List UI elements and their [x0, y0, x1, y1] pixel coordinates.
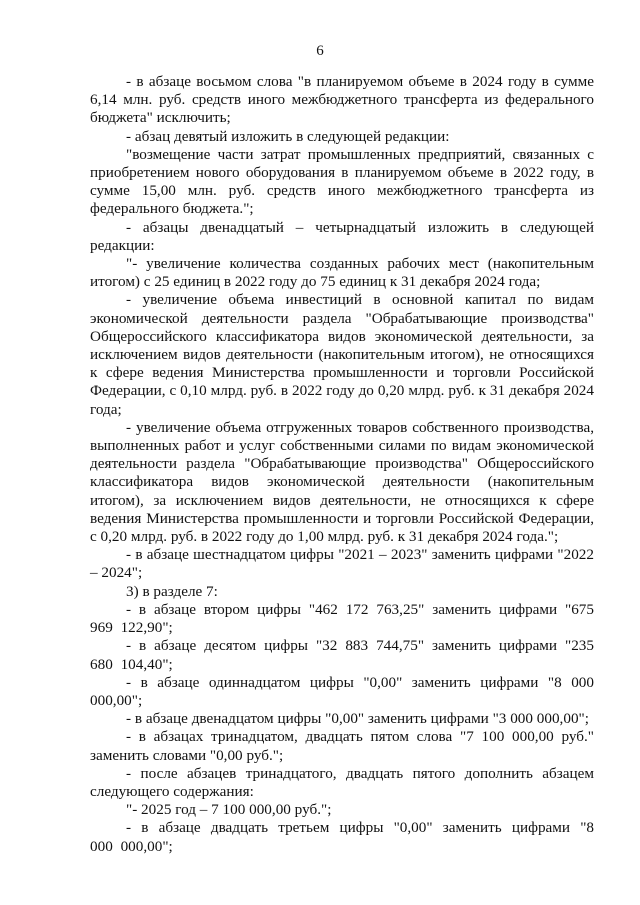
paragraph-shipped-goods: - увеличение объема отгруженных товаров собственного производства, выполненных работ и услуг собственными силами по видам экономической деятельности раздела "Обрабатывающие производства" Общероссийского классификатора видов экономической деятельности (накопительным итогом), за исключением видов деятельности, не относящихся к сфере ведения Министерства промышленности и торговли Российской Федерации, с 0,20 млрд. руб. в 2022 году до 1,00 млрд. руб. к 31 декабря 2024 года.";: [90, 418, 594, 546]
paragraph-abzac-9-text: "возмещение части затрат промышленных предприятий, связанных с приобретением нового оборудования в планируемом объеме в 2022 году, в сумме 15,00 млн. руб. средств иного межбюджетного трансферта из федерального бюджета.";: [90, 145, 594, 218]
page-number: 6: [316, 43, 324, 59]
paragraph-abzac-12: - в абзаце двенадцатом цифры "0,00" заменить цифрами "3 000 000,00";: [126, 710, 589, 728]
paragraph-abzac-2: - в абзаце втором цифры "462 172 763,25" заменить цифрами "675 969 122,90";: [90, 600, 594, 637]
paragraph-abzac-10: - в абзаце десятом цифры "32 883 744,75" заменить цифрами "235 680 104,40";: [90, 637, 594, 673]
paragraph-abzac-16: - в абзаце шестнадцатом цифры "2021 – 2023" заменить цифрами "2022 – 2024";: [90, 546, 594, 582]
paragraph-add-after-13-25: - после абзацев тринадцатого, двадцать пятого дополнить абзацем следующего содержания:: [90, 764, 594, 800]
paragraph-abzac-8: - в абзаце восьмом слова "в планируемом объеме в 2024 году в сумме 6,14 млн. руб. средств иного межбюджетного трансферта из федерального бюджета" исключить;: [90, 73, 594, 127]
paragraph-investments: - увеличение объема инвестиций в основной капитал по видам экономической деятельности раздела "Обрабатывающие производства" Общероссийского классификатора видов экономической деятельности, за исключением видов деятельности (накопительным итогом), не относящихся к сфере ведения Министерства промышленности и торговли Российской Федерации, с 0,10 млрд. руб. в 2022 году до 0,20 млрд. руб. к 31 декабря 2024 года;: [90, 291, 594, 418]
paragraph-section-7-heading: 3) в разделе 7:: [126, 582, 218, 600]
paragraph-abzac-12-14-intro: - абзацы двенадцатый – четырнадцатый изложить в следующей редакции:: [90, 218, 594, 254]
paragraph-abzac-23: - в абзаце двадцать третьем цифры "0,00" заменить цифрами "8 000 000,00";: [90, 819, 594, 855]
paragraph-workplaces: "- увеличение количества созданных рабочих мест (накопительным итогом) с 25 единиц в 2022 году до 75 единиц к 31 декабря 2024 года;: [90, 255, 594, 291]
paragraph-abzac-9-intro: - абзац девятый изложить в следующей редакции:: [126, 127, 450, 145]
paragraph-abzac-11: - в абзаце одиннадцатом цифры "0,00" заменить цифрами "8 000 000,00";: [90, 673, 594, 709]
document-body: [90, 73, 594, 856]
paragraph-2025-year: "- 2025 год – 7 100 000,00 руб.";: [126, 801, 332, 819]
paragraph-abzac-13-25: - в абзацах тринадцатом, двадцать пятом слова "7 100 000,00 руб." заменить словами "0,00 руб.";: [90, 728, 594, 764]
